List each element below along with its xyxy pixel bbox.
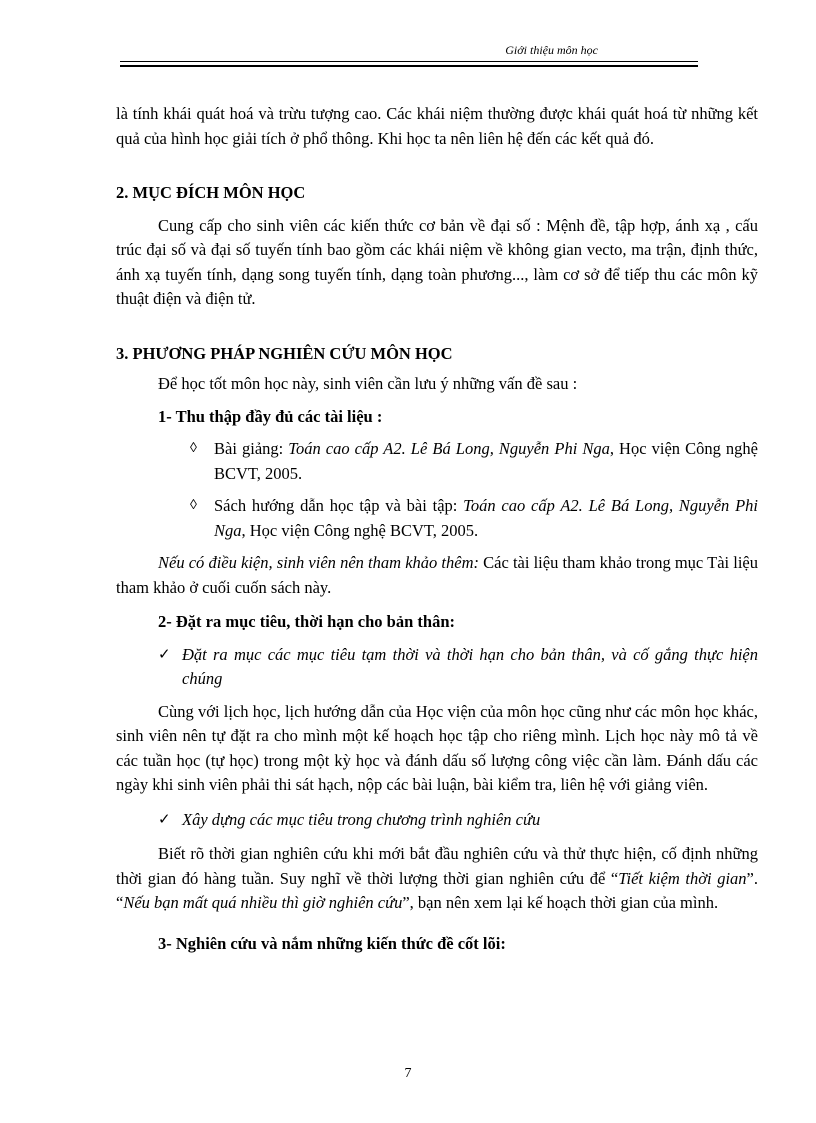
- diamond-bullet-icon: ◊: [190, 498, 197, 513]
- subsection-3-heading: 3- Nghiên cứu và nắm những kiến thức đề cốt lõi:: [158, 933, 506, 953]
- subsection-2-heading: 2- Đặt ra mục tiêu, thời hạn cho bản thân:: [158, 612, 455, 631]
- check-item-text: Đặt ra mục các mục tiêu tạm thời và thời hạn cho bản thân, và cố gắng thực hiện chúng: [182, 644, 758, 688]
- check-item: [158, 808, 758, 833]
- diamond-bullet-icon: ◊: [190, 441, 197, 456]
- header-rule-thick: [120, 65, 698, 67]
- intro-paragraph: là tính khái quát hoá và trừu tượng cao. Các khái niệm thường được khái quát hoá từ những kết quả của hình học giải tích ở phổ thông. Khi học ta nên liên hệ đến các kết quả đó.: [116, 104, 758, 148]
- list-item: [190, 494, 758, 543]
- list-item-text: Bài giảng: Toán cao cấp A2. Lê Bá Long, Nguyễn Phi Nga, Học viện Công nghệ BCVT, 2005.: [214, 439, 758, 483]
- planning-paragraph: Cùng với lịch học, lịch hướng dẫn của Học viện của môn học cũng như các môn học khác, sinh viên nên tự đặt ra cho mình một kế hoạch học tập cho riêng mình. Lịch học này mô tả về các tuần học (tự học) trong một kỳ học và đánh dấu số lượng công việc cần làm. Đánh dấu các ngày khi sinh viên phải thi sát hạch, nộp các bài luận, bài kiểm tra, liên hệ với giảng viên.: [116, 701, 758, 794]
- section-2-text: Cung cấp cho sinh viên các kiến thức cơ bản về đại số : Mệnh đề, tập hợp, ánh xạ , cấu trúc đại số và đại số tuyến tính bao gồm các khái niệm về không gian vecto, ma trận, định thức, ánh xạ tuyến tính, dạng song tuyến tính, dạng toàn phương..., làm cơ sở để tiếp thu các môn kỹ thuật điện và điện tử.: [116, 215, 758, 308]
- list-item: [190, 437, 758, 486]
- page-body: [116, 102, 758, 956]
- section-2-heading: 2. MỤC ĐÍCH MÔN HỌC: [116, 183, 306, 202]
- check-item-text: Xây dựng các mục tiêu trong chương trình nghiên cứu: [182, 809, 541, 829]
- section-3-heading: 3. PHƯƠNG PHÁP NGHIÊN CỨU MÔN HỌC: [116, 343, 453, 363]
- list-item-text: Sách hướng dẫn học tập và bài tập: Toán cao cấp A2. Lê Bá Long, Nguyễn Phi Nga, Học viện Công nghệ BCVT, 2005.: [214, 496, 758, 540]
- reference-note: Nếu có điều kiện, sinh viên nên tham khảo thêm: Các tài liệu tham khảo trong mục Tài liệu tham khảo ở cuối cuốn sách này.: [116, 553, 758, 597]
- page-number: 7: [404, 1066, 412, 1081]
- header-rule-thin: [120, 61, 698, 62]
- checkmark-icon: ✓: [158, 811, 171, 828]
- page-header: [120, 36, 698, 68]
- section-3-intro: Để học tốt môn học này, sinh viên cần lưu ý những vấn đề sau :: [158, 374, 578, 393]
- header-title: Giới thiệu môn học: [505, 43, 598, 57]
- check-item: [158, 643, 758, 692]
- checkmark-icon: ✓: [158, 646, 171, 663]
- subsection-1-heading: 1- Thu thập đầy đủ các tài liệu :: [158, 406, 383, 426]
- time-paragraph: Biết rõ thời gian nghiên cứu khi mới bắt đầu nghiên cứu và thử thực hiện, cố định những thời gian đó hàng tuần. Suy nghĩ về thời lượng thời gian nghiên cứu để “Tiết kiệm thời gian”. “Nếu bạn mất quá nhiều thì giờ nghiên cứu”, bạn nên xem lại kế hoạch thời gian của mình.: [116, 844, 758, 912]
